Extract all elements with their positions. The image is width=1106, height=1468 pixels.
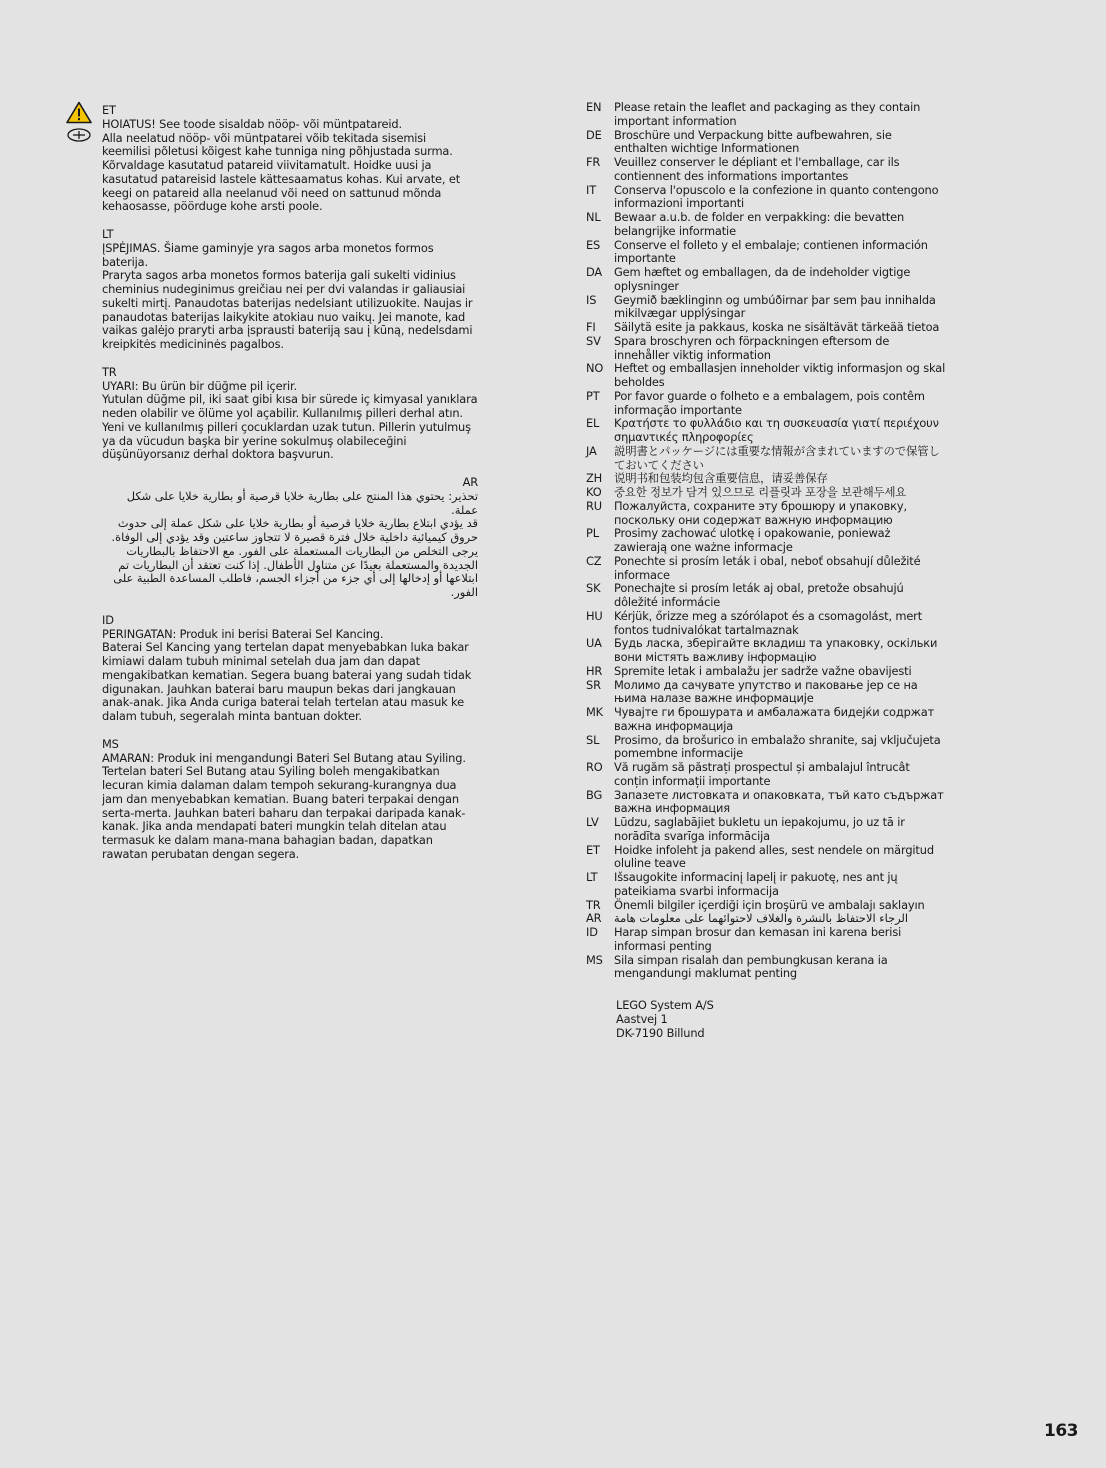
notice-row: [586, 789, 946, 817]
language-code: MS: [586, 952, 603, 967]
notice-text: Säilytä esite ja pakkaus, koska ne sisältävät tärkeää tietoa: [614, 320, 940, 334]
notice-text: Spremite letak i ambalažu jer sadrže važne obavijesti: [614, 663, 912, 678]
warning-body: قد يؤدي ابتلاع بطارية خلايا قرصية أو بطارية خلايا على شكل عملة إلى حدوث حروق كيميائية داخلية خلال فترة قصيرة لا تتجاوز ساعتين وقد يؤدي إلى الوفاة. يرجى التخلص من البطاريات المستعملة على الفور. مع الاحتفاظ بالبطاريات الجديدة والمستعملة بعيدًا عن متناول الأطفال. إذا كنت تعتقد أن البطاريات تم ابتلاعها أو إدخالها إلى أي جزء من أجزاء الجسم، فاطلب المساعدة الطبية على الفور.: [111, 516, 478, 599]
notice-row: [586, 472, 946, 486]
notice-row: [586, 294, 946, 322]
language-code: ES: [586, 237, 601, 252]
warning-block-et: [102, 104, 478, 214]
address-line: LEGO System A/S: [616, 998, 714, 1012]
language-code: DE: [586, 127, 602, 142]
notice-text: Пожалуйста, сохраните эту брошюру и упаковку, поскольку они содержат важную информацию: [614, 498, 907, 527]
language-code: NL: [586, 210, 601, 224]
language-code: EN: [586, 100, 602, 114]
notice-text: Prosimy zachować ulotkę i opakowanie, ponieważ zawierają one ważne informacje: [614, 526, 891, 554]
notice-text: Запазете листовката и опаковката, тъй като съдържат важна информация: [614, 787, 944, 816]
notice-row: [586, 582, 946, 610]
language-code: LV: [586, 815, 599, 829]
language-code: FI: [586, 320, 596, 334]
address-line: Aastvej 1: [616, 1011, 668, 1026]
warning-body: Baterai Sel Kancing yang tertelan dapat menyebabkan luka bakar kimiawi dalam tubuh minimal setelah dua jam dan dapat mengakibatkan kematian. Segera buang baterai yang sudah tidak digunakan. Jauhkan baterai baru maupun bekas dari jangkauan anak-anak. Jika Anda curiga baterai telah tertelan atau masuk ke dalam tubuh, segeralah minta bantuan dokter.: [102, 640, 472, 723]
language-code: SV: [586, 333, 601, 348]
language-code: LT: [586, 870, 598, 884]
notice-text: Gem hæftet og emballagen, da de indeholder vigtige oplysninger: [614, 265, 911, 293]
notice-row: [586, 527, 946, 555]
language-code: JA: [586, 443, 597, 458]
language-code: RU: [586, 498, 602, 513]
language-code: HU: [586, 608, 603, 623]
notice-text: Veuillez conserver le dépliant et l'emballage, car ils contiennent des informations importantes: [614, 155, 900, 183]
notice-text: 説明書とパッケージには重要な情報が含まれていますので保管しておいてください: [614, 443, 940, 472]
notice-text: Heftet og emballasjen inneholder viktig informasjon og skal beholdes: [614, 361, 946, 389]
language-code: SL: [586, 732, 600, 747]
warning-heading: AMARAN: Produk ini mengandungi Bateri Sel Butang atau Syiling.: [102, 750, 466, 765]
notice-text: Please retain the leaflet and packaging as they contain important information: [614, 100, 921, 128]
notice-row: [586, 679, 946, 707]
notice-text: Önemli bilgiler içerdiği için broşürü ve ambalajı saklayın: [614, 897, 925, 912]
notice-row: [586, 266, 946, 294]
notice-row: [586, 871, 946, 899]
language-code: TR: [586, 897, 601, 912]
notice-text: Išsaugokite informacinį lapelį ir pakuotę, nes ant jų pateikiama svarbi informacija: [614, 870, 898, 898]
notice-row: [586, 390, 946, 418]
warning-body: Tertelan bateri Sel Butang atau Syiling boleh mengakibatkan lecuran kimia dalaman dalam tempoh sekurang-kurangnya dua jam dan menyebabkan kematian. Buang bateri terpakai dengan serta-merta. Jauhkan bateri baharu dan terpakai daripada kanak-kanak. Jika anda mendapati bateri mungkin telah ditelan atau termasuk ke dalam mana-mana bahagian badan, dapatkan rawatan perubatan dengan segera.: [102, 764, 466, 861]
notice-text: Geymið bæklinginn og umbúðirnar þar sem þau innihalda mikilvægar upplýsingar: [614, 292, 936, 321]
warning-heading: PERINGATAN: Produk ini berisi Baterai Sel Kancing.: [102, 626, 384, 641]
warning-triangle-icon: [66, 101, 92, 124]
notice-text: Harap simpan brosur dan kemasan ini karena berisi informasi penting: [614, 925, 902, 953]
notice-row: [586, 239, 946, 267]
notice-text: Kérjük, őrizze meg a szórólapot és a csomagolást, mert fontos tudnivalókat tartalmaznak: [614, 608, 923, 637]
language-code: LT: [102, 227, 114, 241]
language-code: CZ: [586, 553, 602, 568]
notice-row: [586, 129, 946, 157]
notice-row: [586, 500, 946, 528]
language-code: PL: [586, 526, 599, 541]
warning-heading: تحذير: يحتوي هذا المنتج على بطارية خلايا قرصية أو بطارية خلايا على شكل عملة.: [126, 488, 478, 517]
language-code: EL: [586, 416, 600, 431]
notice-row: [586, 486, 946, 500]
language-code: MK: [586, 705, 603, 719]
coin-battery-icon: [66, 127, 92, 143]
notice-row: [586, 156, 946, 184]
notice-row: [586, 184, 946, 212]
notice-row: [586, 761, 946, 789]
warning-body: Alla neelatud nööp- või müntpatarei võib tekitada sisemisi keemilisi põletusi kõigest kahe tunniga ning põhjustada surma. Kõrvaldage kasutatud patareid viivitamatult. Hoidke uusi ja kasutatud patareisid lastele kättesaamatus kohas. Kui arvate, et keegi on patareid alla neelanud või need on sattunud mõnda kehaosasse, pöörduge kohe arsti poole.: [102, 130, 461, 214]
warning-heading: ĮSPĖJIMAS. Šiame gaminyje yra sagos arba monetos formos baterija.: [102, 240, 434, 269]
notice-text: Conserva l'opuscolo e la confezione in quanto contengono informazioni importanti: [614, 182, 939, 211]
notice-row: [586, 637, 946, 665]
notice-row: [586, 321, 946, 335]
notice-text: 중요한 정보가 담겨 있으므로 리플릿과 포장을 보관해두세요: [614, 485, 907, 499]
warning-block-ar: [102, 476, 478, 600]
address-line: DK-7190 Billund: [616, 1025, 705, 1040]
notice-row: [586, 101, 946, 129]
language-code: IT: [586, 182, 597, 197]
notice-text: Ponechte si prosím leták i obal, neboť obsahují důležité informace: [614, 553, 921, 582]
notice-row: [586, 844, 946, 872]
notice-row: [586, 912, 946, 926]
language-code: AR: [586, 911, 602, 926]
notice-row: [586, 734, 946, 762]
notice-text: Sila simpan risalah dan pembungkusan kerana ia mengandungi maklumat penting: [614, 952, 888, 981]
notice-text: Ponechajte si prosím leták aj obal, pretože obsahujú dôležité informácie: [614, 581, 904, 609]
notice-text: Conserve el folleto y el embalaje; contienen información importante: [614, 237, 928, 266]
notice-text: Broschüre und Verpackung bitte aufbewahren, sie enthalten wichtige Informationen: [614, 127, 892, 156]
notice-row: [586, 555, 946, 583]
notice-row: [586, 417, 946, 445]
notice-text: 说明书和包装均包含重要信息，请妥善保存: [614, 471, 828, 486]
language-code: RO: [586, 760, 603, 774]
notice-text: Hoidke infoleht ja pakend alles, sest nendele on märgitud oluline teave: [614, 842, 934, 871]
warning-block-ms: [102, 738, 478, 862]
notice-text: Vă rugăm să păstrați prospectul și ambalajul întrucât conțin informații importante: [614, 760, 910, 788]
warning-heading: HOIATUS! See toode sisaldab nööp- või müntpatareid.: [102, 116, 402, 131]
notice-text: Κρατήστε το φυλλάδιο και τη συσκευασία γιατί περιέχουν σημαντικές πληροφορίες: [614, 416, 939, 444]
notice-text: Spara broschyren och förpackningen eftersom de innehåller viktig information: [614, 333, 890, 362]
language-code: AR: [462, 475, 478, 489]
notice-row: [586, 706, 946, 734]
language-code: IS: [586, 292, 597, 307]
language-code: SR: [586, 677, 601, 692]
notice-text: Будь ласка, зберігайте вкладиш та упаковку, оскільки вони містять важливу інформацію: [614, 636, 938, 664]
notice-row: [586, 899, 946, 913]
notice-row: [586, 665, 946, 679]
notice-row: [586, 335, 946, 363]
language-code: ET: [102, 103, 116, 117]
warning-heading: UYARI: Bu ürün bir düğme pil içerir.: [102, 378, 297, 393]
language-code: DA: [586, 265, 603, 279]
page-number: 163: [1044, 1421, 1078, 1441]
language-code: TR: [102, 364, 117, 379]
notice-row: [586, 610, 946, 638]
warning-block-tr: [102, 366, 478, 462]
notice-text: Prosimo, da brošurico in embalažo shranite, saj vključujeta pomembne informacije: [614, 732, 941, 761]
language-code: PT: [586, 388, 600, 403]
language-code: ZH: [586, 471, 603, 486]
warning-body: Praryta sagos arba monetos formos baterija gali sukelti vidinius cheminius nudeginimus greičiau nei per dvi valandas ir galiausiai sukelti mirtį. Panaudotas baterijas nedelsiant utilizuokite. Naujas ir panaudotas baterijas laikykite atokiau nuo vaikų. Jei manote, kad vaikas galėjo praryti arba įsprausti bateriją sau į kūną, nedelsdami kreipkitės medicininės pagalbos.: [102, 268, 473, 351]
battery-warnings: [102, 104, 478, 876]
company-address: [616, 999, 946, 1040]
warning-block-lt: [102, 228, 478, 352]
warning-body: Yutulan düğme pil, iki saat gibi kısa bir sürede iç kimyasal yanıklara neden olabilir ve ölüme yol açabilir. Kullanılmış pilleri derhal atın. Yeni ve kullanılmış pilleri çocuklardan uzak tutun. Pillerin yutulmuş ya da vücudun başka bir yerine sokulmuş olabileceğini düşünüyorsanız derhal doktora başvurun.: [102, 392, 478, 462]
notice-row: [586, 445, 946, 473]
notice-list: [586, 101, 946, 981]
language-code: KO: [586, 485, 602, 499]
notice-text: Чувајте ги брошурата и амбалажата бидејќи содржат важна информација: [614, 705, 935, 733]
notice-row: [586, 926, 946, 954]
notice-text: Молимо да сачувате упутство и паковање јер се на њима налазе важне информације: [614, 677, 918, 706]
notice-text: Lūdzu, saglabājiet bukletu un iepakojumu, jo uz tā ir norādīta svarīga informācija: [614, 815, 905, 843]
notice-row: [586, 954, 946, 982]
language-code: ID: [586, 925, 598, 939]
language-code: FR: [586, 155, 601, 169]
hazard-icons: [66, 101, 94, 143]
notice-row: [586, 362, 946, 390]
retain-notices: [586, 101, 946, 1040]
language-code: SK: [586, 581, 601, 596]
language-code: ID: [102, 612, 114, 627]
language-code: ET: [586, 842, 600, 857]
language-code: BG: [586, 787, 603, 802]
notice-row: [586, 211, 946, 239]
warning-block-id: [102, 614, 478, 724]
language-code: MS: [102, 736, 119, 751]
language-code: UA: [586, 636, 602, 651]
notice-text: الرجاء الاحتفاظ بالنشرة والغلاف لاحتوائهما على معلومات هامة: [614, 911, 909, 926]
language-code: NO: [586, 361, 604, 376]
notice-row: [586, 816, 946, 844]
notice-text: Bewaar a.u.b. de folder en verpakking: die bevatten belangrijke informatie: [614, 210, 905, 238]
language-code: HR: [586, 663, 603, 678]
notice-text: Por favor guarde o folheto e a embalagem, pois contêm informação importante: [614, 388, 925, 417]
